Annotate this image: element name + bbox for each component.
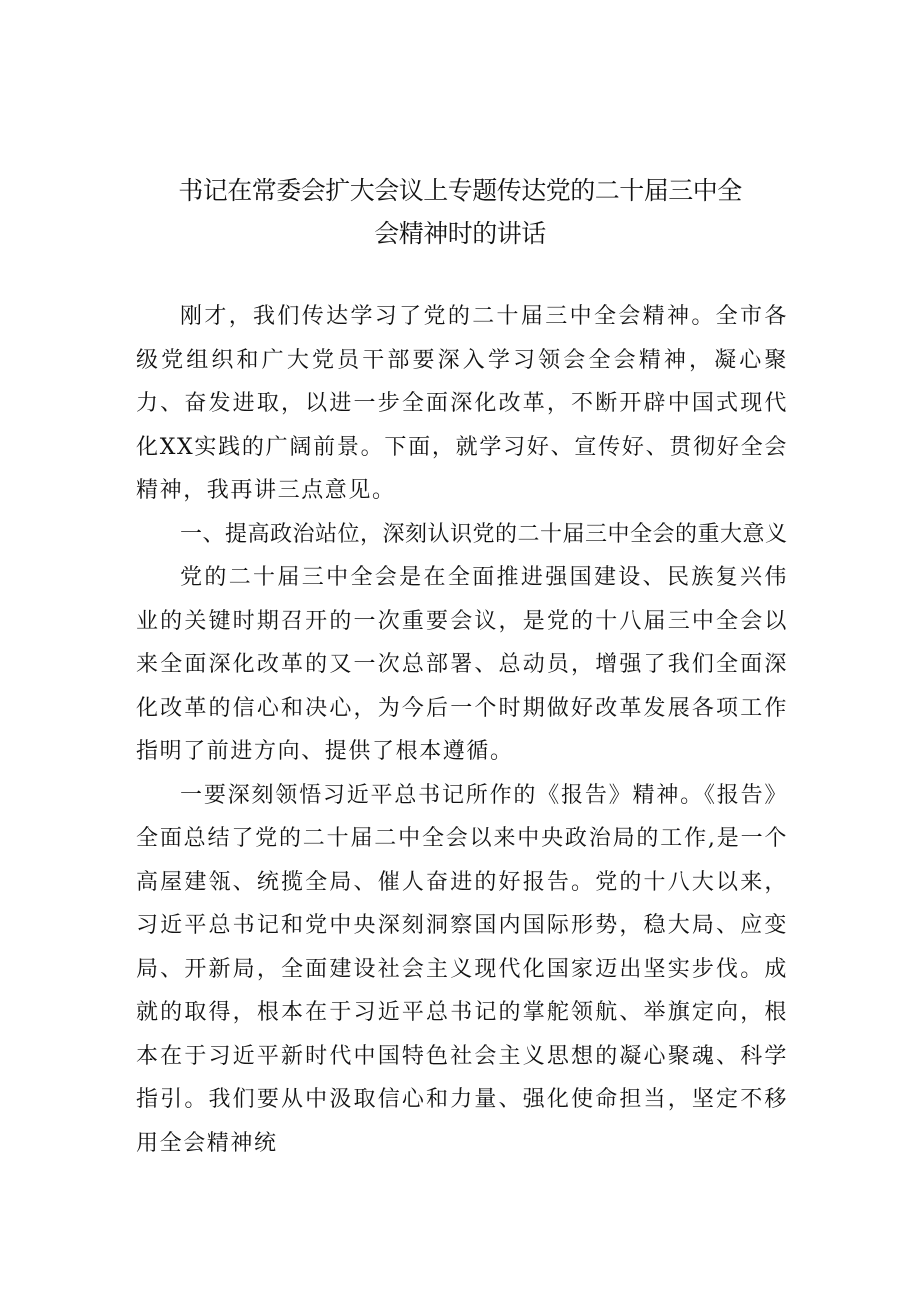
- document-title-line-1: 书记在常委会扩大会议上专题传达党的二十届三中全: [178, 176, 742, 205]
- document-body: [136, 295, 788, 1165]
- document-title-line-2: 会精神时的讲话: [374, 219, 546, 248]
- section-heading-1: 一、提高政治站位，深刻认识党的二十届三中全会的重大意义: [180, 521, 788, 547]
- paragraph-report: 一要深刻领悟习近平总书记所作的《报告》精神。《报告》全面总结了党的二十届二中全会以来中央政治局的工作,是一个高屋建瓴、统揽全局、催人奋进的好报告。党的十八大以来，习近平总书记和党中央深刻洞察国内国际形势，稳大局、应变局、开新局，全面建设社会主义现代化国家迈出坚实步伐。成就的取得，根本在于习近平总书记的掌舵领航、举旗定向，根本在于习近平新时代中国特色社会主义思想的凝心聚魂、科学指引。我们要从中汲取信心和力量、强化使命担当，坚定不移用全会精神统: [136, 782, 788, 1156]
- paragraph-intro: 刚才，我们传达学习了党的二十届三中全会精神。全市各级党组织和广大党员干部要深入学习领会全会精神，凝心聚力、奋发进取，以进一步全面深化改革，不断开辟中国式现代化XX实践的广阔前景。下面，就学习好、宣传好、贯彻好全会精神，我再讲三点意见。: [136, 304, 788, 503]
- paragraph-significance: 党的二十届三中全会是在全面推进强国建设、民族复兴伟业的关键时期召开的一次重要会议，是党的十八届三中全会以来全面深化改革的又一次总部署、总动员，增强了我们全面深化改革的信心和决心，为今后一个时期做好改革发展各项工作指明了前进方向、提供了根本遵循。: [136, 565, 788, 764]
